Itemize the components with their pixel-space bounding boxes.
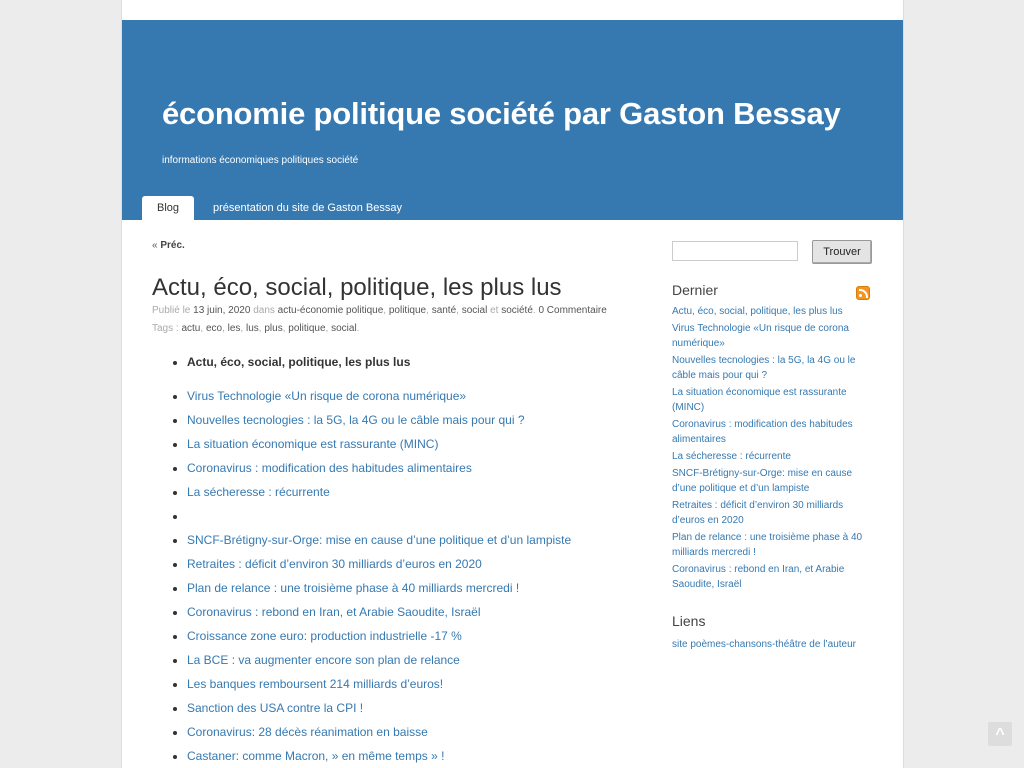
- article-link[interactable]: Coronavirus : rebond en Iran, et Arabie Saoudite, Israël: [187, 605, 481, 619]
- post-date[interactable]: 13 juin, 2020: [193, 305, 251, 316]
- category-link[interactable]: santé: [431, 305, 457, 316]
- list-item: [187, 456, 637, 480]
- in-label: dans: [253, 305, 275, 316]
- category-link[interactable]: société: [501, 305, 533, 316]
- article-link[interactable]: Retraites : déficit d’environ 30 milliards d’euros en 2020: [187, 557, 482, 571]
- category-link[interactable]: social: [461, 305, 488, 316]
- post-article-list: [152, 350, 637, 768]
- list-heading: • Actu, éco, social, politique, les plus lus: [187, 350, 637, 374]
- list-item: [187, 576, 637, 600]
- scroll-to-top-button[interactable]: ^: [988, 722, 1012, 746]
- list-item: [187, 720, 637, 744]
- latest-post-link[interactable]: La situation économique est rassurante (MINC): [672, 387, 847, 413]
- tag-link[interactable]: eco: [205, 323, 223, 334]
- article-link[interactable]: Plan de relance : une troisième phase à 40 milliards mercredi !: [187, 581, 520, 595]
- tag-link[interactable]: plus: [264, 323, 283, 334]
- article-link[interactable]: Virus Technologie «Un risque de corona numérique»: [187, 389, 467, 403]
- latest-post-link[interactable]: Plan de relance : une troisième phase à 40 milliards mercredi !: [672, 532, 863, 558]
- article-link[interactable]: Croissance zone euro: production industrielle -17 %: [187, 629, 462, 643]
- list-item: [187, 384, 637, 408]
- latest-post-link[interactable]: Nouvelles tecnologies : la 5G, la 4G ou le câble mais pour qui ?: [672, 355, 856, 381]
- links-title: Liens: [672, 613, 706, 629]
- prev-label: Préc.: [160, 240, 185, 251]
- latest-title: Dernier: [672, 282, 718, 298]
- comments-link[interactable]: 0 Commentaire: [538, 305, 607, 316]
- article-link[interactable]: La BCE : va augmenter encore son plan de relance: [187, 653, 460, 667]
- tags-label: Tags :: [152, 323, 179, 334]
- list-item: [187, 408, 637, 432]
- list-item: [187, 600, 637, 624]
- nav-item-blog[interactable]: Blog: [142, 196, 194, 220]
- article-link[interactable]: Nouvelles tecnologies : la 5G, la 4G ou le câble mais pour qui ?: [187, 413, 525, 427]
- main-nav: [142, 196, 421, 220]
- latest-post-link[interactable]: Virus Technologie «Un risque de corona numérique»: [672, 323, 849, 349]
- list-item: [187, 480, 637, 504]
- article-link[interactable]: Coronavirus : modification des habitudes alimentaires: [187, 461, 472, 475]
- category-link[interactable]: politique: [388, 305, 427, 316]
- tag-link[interactable]: social: [331, 323, 357, 334]
- published-prefix: Publié le: [152, 305, 191, 316]
- latest-post-link[interactable]: La sécheresse : récurrente: [672, 451, 791, 462]
- search-input[interactable]: [672, 241, 798, 261]
- latest-post-link[interactable]: SNCF-Brétigny-sur-Orge: mise en cause d’une politique et d’un lampiste: [672, 468, 853, 494]
- article-link[interactable]: Les banques remboursent 214 milliards d’euros!: [187, 677, 444, 691]
- latest-post-link[interactable]: Coronavirus : modification des habitudes alimentaires: [672, 419, 853, 445]
- post-title[interactable]: Actu, éco, social, politique, les plus lus: [152, 274, 562, 301]
- list-item: [187, 648, 637, 672]
- site-header: [122, 20, 903, 220]
- list-item: [187, 624, 637, 648]
- list-item: [187, 744, 637, 768]
- category-link[interactable]: actu-économie politique: [277, 305, 384, 316]
- prev-post-link[interactable]: [152, 240, 185, 251]
- article-link[interactable]: La sécheresse : récurrente: [187, 485, 330, 499]
- rss-icon[interactable]: [856, 286, 870, 300]
- list-item: [187, 432, 637, 456]
- article-link[interactable]: SNCF-Brétigny-sur-Orge: mise en cause d’une politique et d’un lampiste: [187, 533, 572, 547]
- latest-posts-list: [672, 304, 867, 594]
- page-container: [121, 0, 904, 768]
- tag-link[interactable]: politique: [288, 323, 326, 334]
- list-item: [187, 672, 637, 696]
- article-link[interactable]: La situation économique est rassurante (MINC): [187, 437, 439, 451]
- post-tags: Tags : actu, eco, les, lus, plus, politique, social.: [152, 323, 360, 334]
- list-item: [187, 528, 637, 552]
- external-link[interactable]: site poèmes-chansons-théâtre de l’auteur: [672, 639, 856, 650]
- list-item: [187, 552, 637, 576]
- tag-link[interactable]: les: [227, 323, 241, 334]
- latest-post-link[interactable]: Retraites : déficit d’environ 30 milliards d’euros en 2020: [672, 500, 844, 526]
- article-link[interactable]: Castaner: comme Macron, » en même temps » !: [187, 749, 445, 763]
- nav-item-presentation[interactable]: présentation du site de Gaston Bessay: [213, 202, 402, 214]
- article-link[interactable]: Sanction des USA contre la CPI !: [187, 701, 364, 715]
- site-title[interactable]: économie politique société par Gaston Bessay: [162, 96, 841, 131]
- tag-link[interactable]: lus: [245, 323, 259, 334]
- tag-link[interactable]: actu: [181, 323, 201, 334]
- latest-post-link[interactable]: Actu, éco, social, politique, les plus lus: [672, 306, 843, 317]
- list-item-empty: [187, 504, 637, 528]
- latest-post-link[interactable]: Coronavirus : rebond en Iran, et Arabie Saoudite, Israël: [672, 564, 845, 590]
- article-link[interactable]: Coronavirus: 28 décès réanimation en baisse: [187, 725, 428, 739]
- site-description: informations économiques politiques société: [162, 155, 359, 166]
- list-item: [187, 696, 637, 720]
- and-label: et: [490, 305, 499, 316]
- search-button[interactable]: Trouver: [812, 240, 872, 264]
- links-list: [672, 637, 867, 654]
- prev-arrow: «: [152, 240, 158, 251]
- post-meta: Publié le 13 juin, 2020 dans actu-économie politique, politique, santé, social et société. 0 Commentaire: [152, 305, 607, 316]
